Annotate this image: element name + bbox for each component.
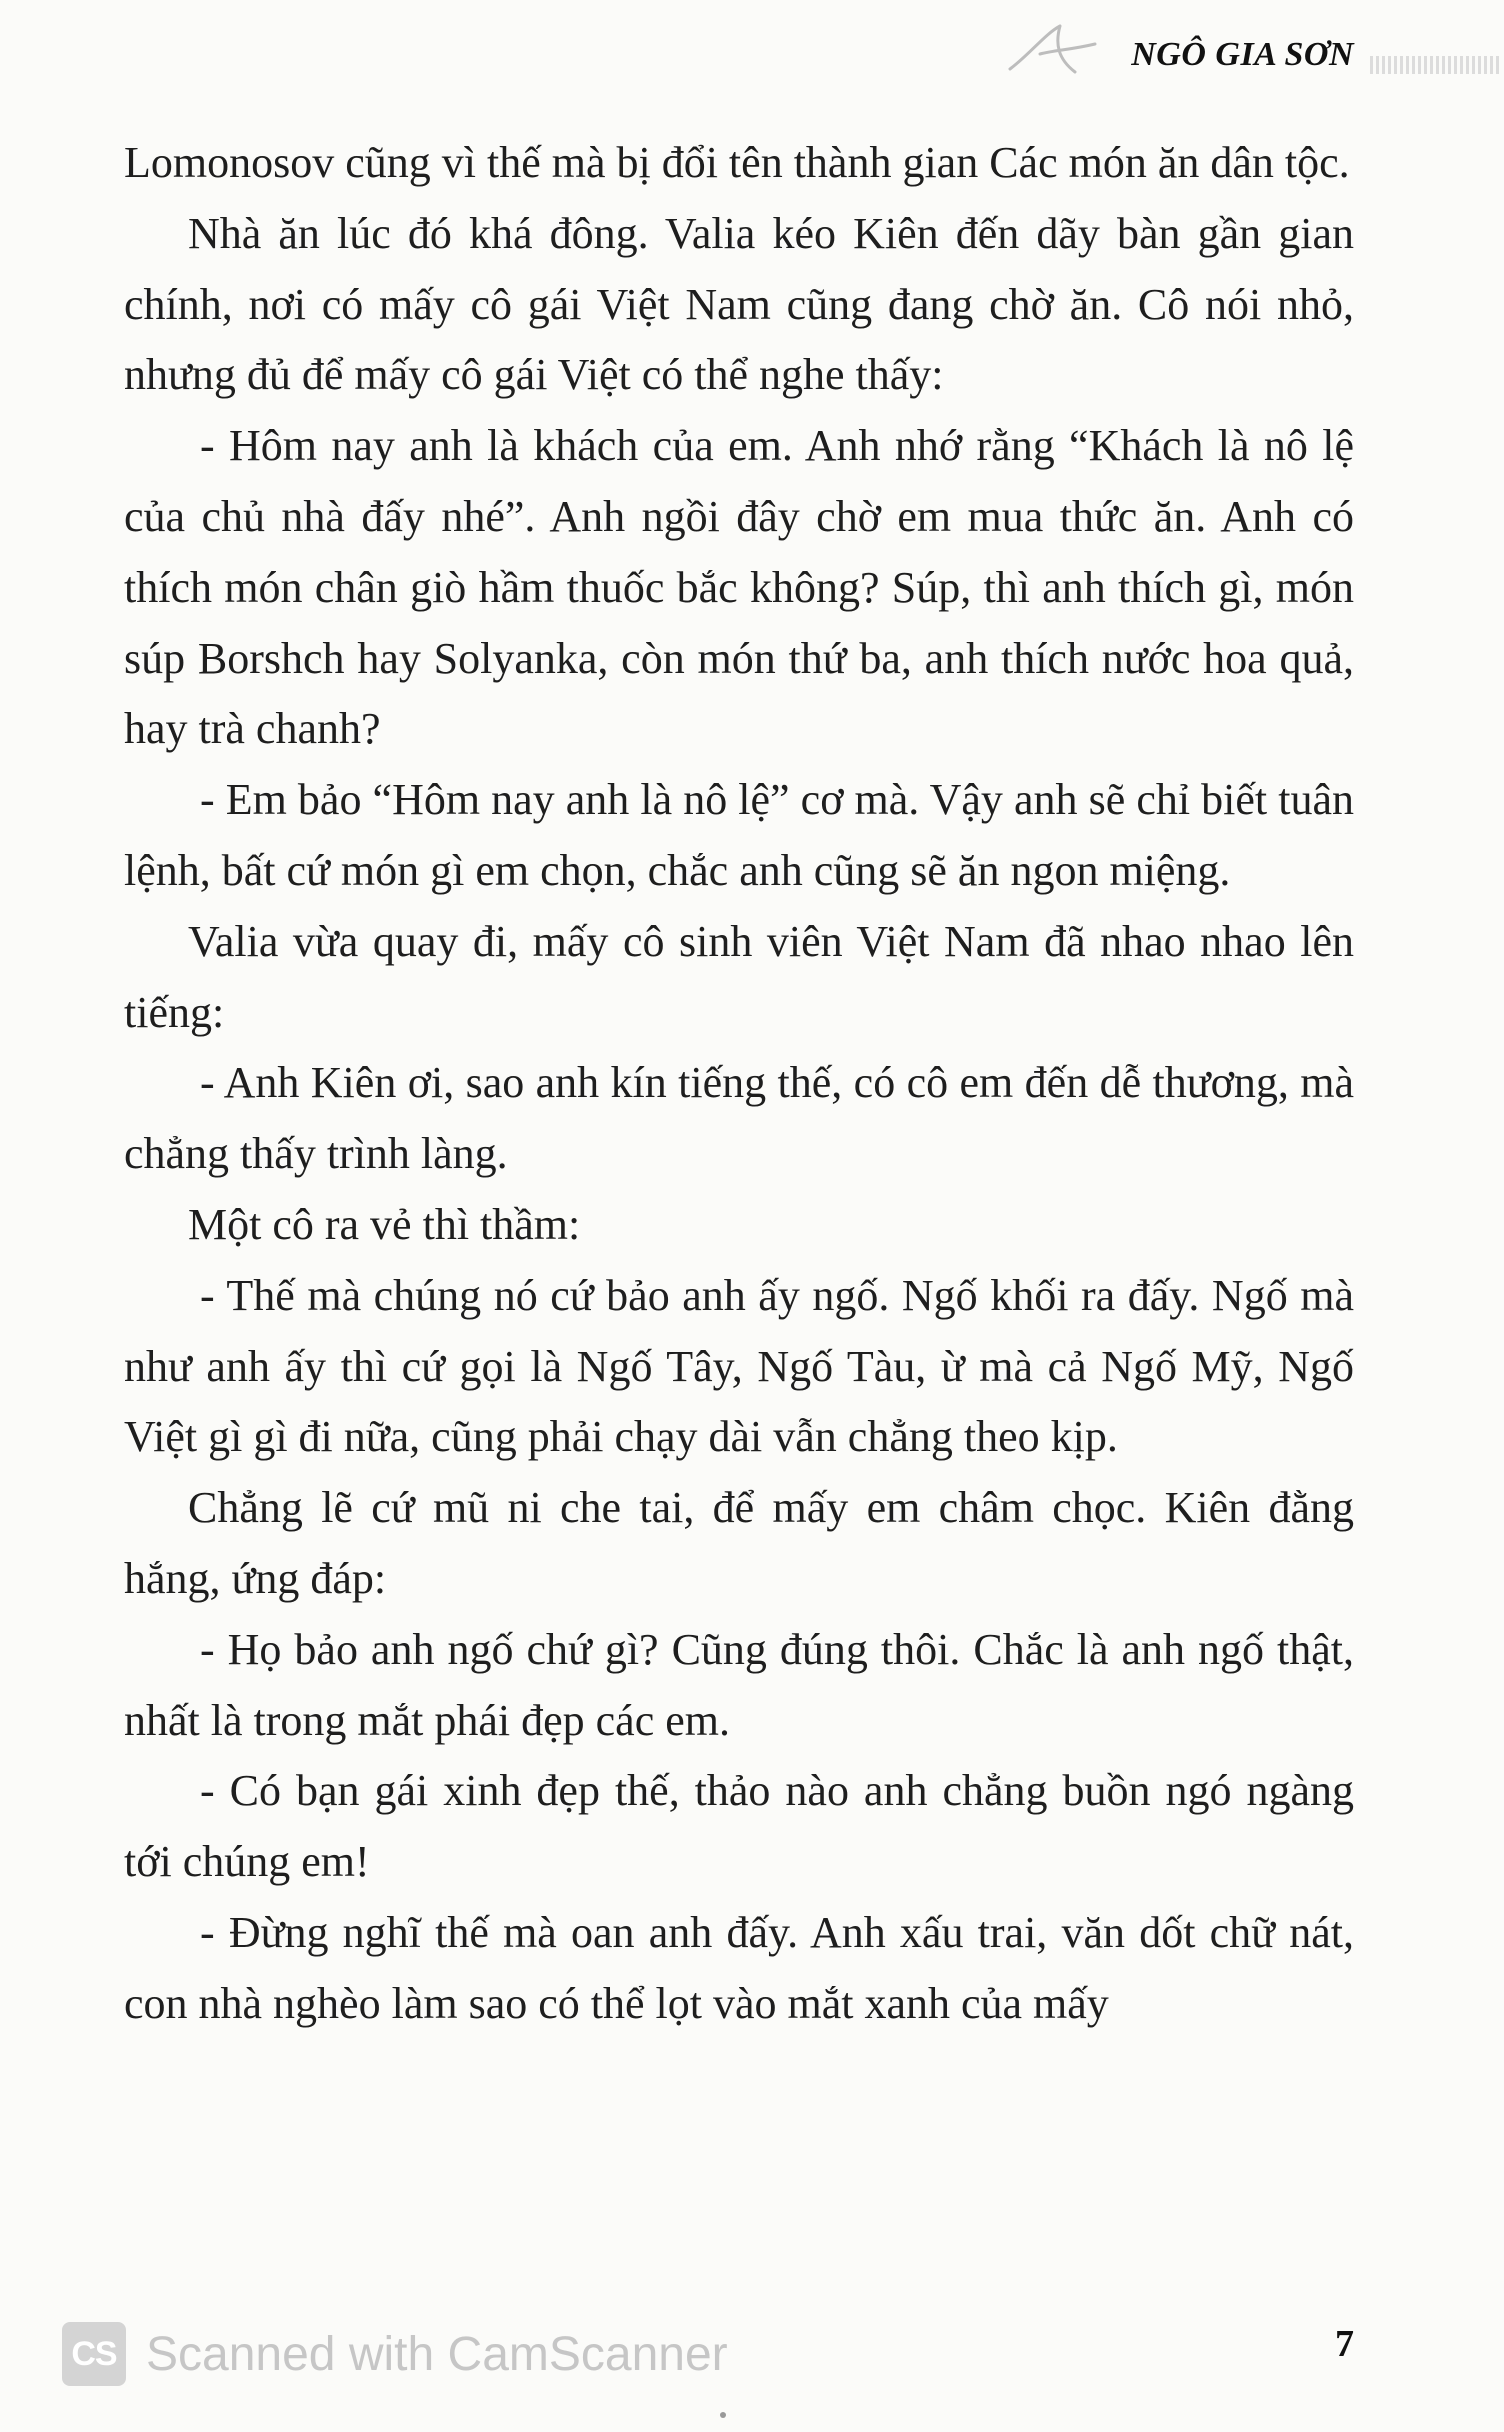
paragraph: - Đừng nghĩ thế mà oan anh đấy. Anh xấu trai, văn dốt chữ nát, con nhà nghèo làm sao có thể lọt vào mắt xanh của mấy: [124, 1907, 1354, 2028]
paragraph: - Họ bảo anh ngố chứ gì? Cũng đúng thôi. Chắc là anh ngố thật, nhất là trong mắt phái đẹp các em.: [124, 1624, 1354, 1745]
page-body-text: [124, 128, 1354, 2040]
paragraph: - Hôm nay anh là khách của em. Anh nhớ rằng “Khách là nô lệ của chủ nhà đấy nhé”. Anh ngồi đây chờ em mua thức ăn. Anh có thích món chân giò hầm thuốc bắc không? Súp, thì anh thích gì, món súp Borshch hay Solyanka, còn món thứ ba, anh thích nước hoa quả, hay trà chanh?: [124, 421, 1354, 754]
paragraph: - Có bạn gái xinh đẹp thế, thảo nào anh chẳng buồn ngó ngàng tới chúng em!: [124, 1766, 1354, 1887]
paragraph: - Anh Kiên ơi, sao anh kín tiếng thế, có cô em đến dễ thương, mà chẳng thấy trình làng.: [124, 1058, 1354, 1179]
paragraph: - Em bảo “Hôm nay anh là nô lệ” cơ mà. Vậy anh sẽ chỉ biết tuân lệnh, bất cứ món gì em chọn, chắc anh cũng sẽ ăn ngon miệng.: [124, 775, 1354, 895]
running-header: NGÔ GIA SƠN: [1131, 36, 1354, 73]
page-number: 7: [1335, 2323, 1354, 2365]
watermark-text: Scanned with CamScanner: [146, 2327, 728, 2381]
paragraph: - Thế mà chúng nó cứ bảo anh ấy ngố. Ngố khối ra đấy. Ngố mà như anh ấy thì cứ gọi là Ngố Tây, Ngố Tàu, ừ mà cả Ngố Mỹ, Ngố Việt gì gì đi nữa, cũng phải chạy dài vẫn chẳng theo kịp.: [124, 1270, 1354, 1462]
paragraph: Nhà ăn lúc đó khá đông. Valia kéo Kiên đến dãy bàn gần gian chính, nơi có mấy cô gái Việt Nam cũng đang chờ ăn. Cô nói nhỏ, nhưng đủ để mấy cô gái Việt có thể nghe thấy:: [124, 208, 1354, 400]
camscanner-logo-icon: CS: [62, 2322, 126, 2386]
header-decoration: [1370, 56, 1500, 74]
paragraph: Valia vừa quay đi, mấy cô sinh viên Việt Nam đã nhao nhao lên tiếng:: [124, 916, 1354, 1037]
decorative-script-mark: [1000, 14, 1110, 84]
camscanner-watermark: [62, 2322, 728, 2386]
paragraph: Một cô ra vẻ thì thầm:: [188, 1199, 581, 1249]
paragraph: Lomonosov cũng vì thế mà bị đổi tên thành gian Các món ăn dân tộc.: [124, 138, 1350, 187]
scan-dust-speck: [720, 2412, 726, 2418]
paragraph: Chẳng lẽ cứ mũ ni che tai, để mấy em châm chọc. Kiên đằng hắng, ứng đáp:: [124, 1483, 1354, 1603]
